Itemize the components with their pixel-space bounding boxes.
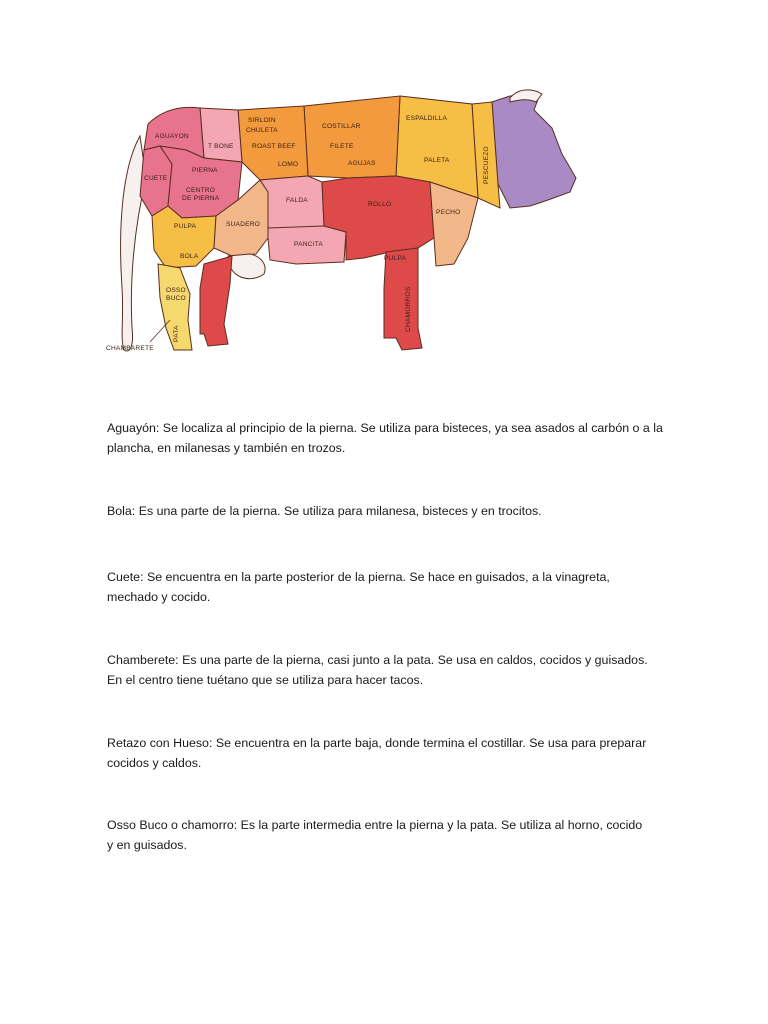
- beef-cuts-diagram: [100, 88, 580, 378]
- label-centro-1: CENTRO: [186, 187, 216, 194]
- paragraph-osso-buco: [107, 815, 642, 855]
- label-paleta: PALETA: [424, 157, 450, 164]
- line: plancha, en milanesas y también en trozos.: [107, 441, 346, 455]
- label-pescuezo: PESCUEZO: [483, 146, 490, 184]
- line: Se encuentra en la parte baja, donde termina el costillar. Se usa para preparar: [212, 736, 647, 750]
- label-roast-beef: ROAST BEEF: [252, 143, 296, 150]
- label-pata: PATA: [173, 325, 180, 342]
- line: y en guisados.: [107, 838, 187, 852]
- hind-leg-cut: [200, 256, 232, 346]
- line: Se encuentra en la parte posterior de la pierna. Se hace en guisados, a la vinagreta,: [143, 570, 610, 584]
- term: Aguayón:: [107, 421, 160, 435]
- front-leg-cut: [384, 248, 422, 350]
- label-cuete: CUETE: [144, 175, 168, 182]
- label-pancita: PANCITA: [294, 241, 323, 248]
- label-chambarete: CHAMBARETE: [106, 345, 154, 352]
- label-tbone: T BONE: [208, 143, 234, 150]
- label-agujas: AGUJAS: [348, 160, 376, 167]
- label-chuleta: CHULETA: [246, 127, 278, 134]
- paragraph-chamberete: [107, 650, 648, 690]
- line: Es la parte intermedia entre la pierna y la pata. Se utiliza al horno, cocido: [237, 818, 643, 832]
- label-pulpa-front: PULPA: [384, 255, 407, 262]
- paragraph-bola: [107, 501, 542, 521]
- label-osso-2: BUCO: [166, 295, 186, 302]
- term: Osso Buco o chamorro:: [107, 818, 238, 832]
- label-pecho: PECHO: [436, 209, 461, 216]
- paragraph-retazo-con-hueso: [107, 733, 646, 773]
- label-centro-2: DE PIERNA: [182, 195, 220, 202]
- paragraph-cuete: [107, 567, 610, 607]
- label-rollo: ROLLO: [368, 201, 392, 208]
- line: Se localiza al principio de la pierna. Se utiliza para bisteces, ya sea asados al carbón o a la: [159, 421, 663, 435]
- label-bola: BOLA: [180, 253, 199, 260]
- line: Es una parte de la pierna. Se utiliza para milanesa, bisteces y en trocitos.: [135, 504, 542, 518]
- udder: [228, 254, 265, 279]
- line: En el centro tiene tuétano que se utiliza para hacer tacos.: [107, 673, 424, 687]
- tbone-cut: [200, 108, 242, 162]
- paragraph-aguayon: [107, 418, 663, 458]
- label-aguayon: AGUAYON: [155, 133, 189, 140]
- line: mechado y cocido.: [107, 590, 211, 604]
- label-chamorros: CHAMORROS: [405, 286, 412, 332]
- term: Bola:: [107, 504, 136, 518]
- term: Cuete:: [107, 570, 144, 584]
- line: cocidos y caldos.: [107, 756, 202, 770]
- label-lomo: LOMO: [278, 161, 299, 168]
- label-costillar: COSTILLAR: [322, 123, 361, 130]
- horn: [510, 90, 542, 102]
- label-suadero: SUADERO: [226, 221, 261, 228]
- term: Chamberete:: [107, 653, 179, 667]
- label-falda: FALDA: [286, 197, 308, 204]
- label-pierna: PIERNA: [192, 167, 218, 174]
- label-sirloin: SIRLOIN: [248, 117, 276, 124]
- head-cut: [492, 94, 576, 208]
- line: Es una parte de la pierna, casi junto a la pata. Se usa en caldos, cocidos y guisados.: [178, 653, 648, 667]
- label-pulpa-rear: PULPA: [174, 223, 197, 230]
- label-espaldilla: ESPALDILLA: [406, 115, 448, 122]
- term: Retazo con Hueso:: [107, 736, 213, 750]
- label-filete: FILETE: [330, 143, 354, 150]
- label-osso-1: OSSO: [166, 287, 186, 294]
